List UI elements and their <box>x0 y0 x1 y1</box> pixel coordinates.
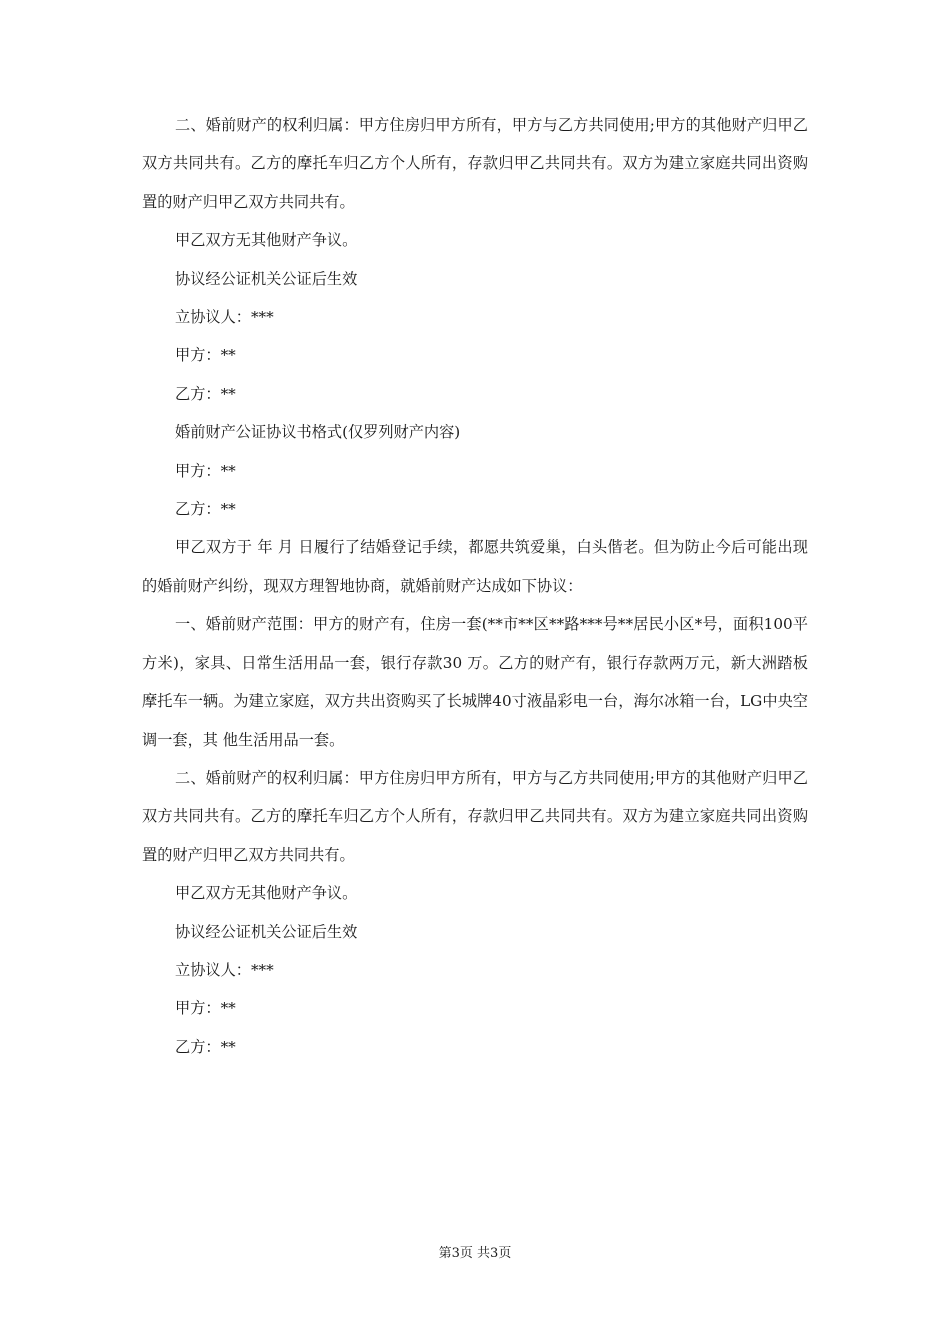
paragraph-party-a: 甲方：** <box>175 346 236 365</box>
paragraph-signatory: 立协议人：*** <box>175 308 274 327</box>
document-body <box>142 106 808 1066</box>
paragraph-property-rights: 二、婚前财产的权利归属：甲方住房归甲方所有，甲方与乙方共同使用;甲方的其他财产归甲乙双方共同共有。乙方的摩托车归乙方个人所有，存款归甲乙共同共有。双方为建立家庭共同出资购置的财产归甲乙双方共同共有。 <box>142 116 808 211</box>
page-number-footer: 第3页 共3页 <box>438 1246 512 1261</box>
paragraph-no-dispute: 甲乙双方无其他财产争议。 <box>175 231 358 250</box>
paragraph-party-b: 乙方：** <box>175 1037 236 1056</box>
paragraph-notarization: 协议经公证机关公证后生效 <box>175 922 358 941</box>
paragraph-party-a: 甲方：** <box>175 999 236 1018</box>
paragraph-preamble: 甲乙双方于 年 月 日履行了结婚登记手续，都愿共筑爱巢，白头偕老。但为防止今后可能出现的婚前财产纠纷，现双方理智地协商，就婚前财产达成如下协议： <box>142 538 808 595</box>
paragraph-party-b: 乙方：** <box>175 384 236 403</box>
paragraph-party-a: 甲方：** <box>175 461 236 480</box>
paragraph-format-heading: 婚前财产公证协议书格式(仅罗列财产内容) <box>175 423 461 442</box>
paragraph-notarization: 协议经公证机关公证后生效 <box>175 269 358 288</box>
paragraph-property-scope: 一、婚前财产范围：甲方的财产有，住房一套(**市**区**路***号**居民小区*号，面积100平方米)，家具、日常生活用品一套，银行存款30 万。乙方的财产有，银行存款两万元，新大洲踏板摩托车一辆。为建立家庭，双方共出资购买了长城牌40寸液晶彩电一台，海尔冰箱一台，LG中央空调一套，其 他生活用品一套。 <box>142 615 808 749</box>
paragraph-signatory: 立协议人：*** <box>175 960 274 979</box>
paragraph-party-b: 乙方：** <box>175 500 236 519</box>
paragraph-property-rights: 二、婚前财产的权利归属：甲方住房归甲方所有，甲方与乙方共同使用;甲方的其他财产归甲乙双方共同共有。乙方的摩托车归乙方个人所有，存款归甲乙共同共有。双方为建立家庭共同出资购置的财产归甲乙双方共同共有。 <box>142 768 808 864</box>
paragraph-no-dispute: 甲乙双方无其他财产争议。 <box>175 884 358 903</box>
